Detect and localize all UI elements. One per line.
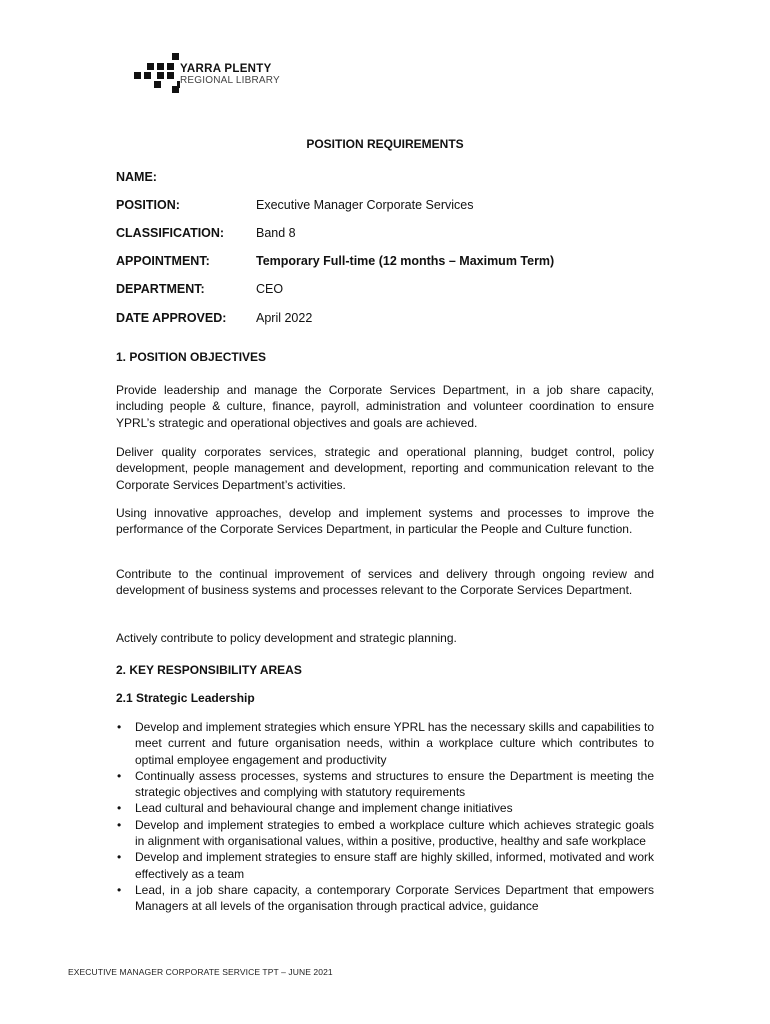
- list-item-text: Continually assess processes, systems and structures to ensure the Department is meeting the strategic objectives and complying with statutory requirements: [135, 768, 654, 800]
- page-footer: EXECUTIVE MANAGER CORPORATE SERVICE TPT – JUNE 2021: [68, 967, 333, 977]
- field-classification: [116, 226, 676, 244]
- list-item-text: Develop and implement strategies to ensure staff are highly skilled, informed, motivated and work effectively as a team: [135, 850, 654, 881]
- section-heading: 2. KEY RESPONSIBILITY AREAS: [116, 663, 302, 677]
- list-item: [116, 817, 654, 850]
- bullet-icon: •: [117, 720, 122, 734]
- list-item: [116, 768, 654, 801]
- paragraph: Provide leadership and manage the Corporate Services Department, in a job share capacity, including people & culture, finance, payroll, administration and volunteer coordination to ensure YPRL’s strategic and operational objectives and goals are achieved.: [116, 383, 654, 430]
- field-value: April 2022: [256, 311, 313, 325]
- field-value: CEO: [256, 282, 284, 296]
- field-label: DEPARTMENT:: [116, 282, 205, 296]
- logo-title: YARRA PLENTY: [180, 63, 272, 75]
- bullet-icon: •: [117, 768, 122, 783]
- logo-squares-icon: [134, 53, 180, 95]
- field-value: Executive Manager Corporate Services: [256, 198, 474, 212]
- responsibility-list: [116, 719, 654, 915]
- document-title: POSITION REQUIREMENTS: [306, 137, 464, 151]
- field-name: [116, 170, 676, 188]
- paragraph: Actively contribute to policy development and strategic planning.: [116, 631, 457, 645]
- list-item: [116, 719, 654, 768]
- field-label: APPOINTMENT:: [116, 254, 210, 268]
- logo-subtitle: REGIONAL LIBRARY: [180, 75, 280, 86]
- section-heading: 1. POSITION OBJECTIVES: [116, 350, 267, 364]
- list-item: [116, 849, 654, 882]
- paragraph: Contribute to the continual improvement of services and delivery through ongoing review and development of business systems and processes relevant to the Corporate Services Department.: [116, 567, 654, 598]
- list-item-text: Develop and implement strategies to embed a workplace culture which achieves strategic goals in alignment with organisational values, within a positive, productive, healthy and safe workplace: [135, 817, 654, 849]
- bullet-icon: •: [117, 882, 122, 897]
- field-value: Band 8: [256, 226, 296, 240]
- list-item: [116, 800, 654, 816]
- field-label: NAME:: [116, 170, 157, 184]
- list-item-text: Develop and implement strategies which ensure YPRL has the necessary skills and capabilities to meet current and future organisation needs, within a workplace culture which contributes to optimal employee engagement and productivity: [135, 720, 654, 767]
- bullet-icon: •: [117, 817, 122, 832]
- field-position: [116, 198, 676, 216]
- field-appointment: [116, 254, 676, 272]
- paragraph: Deliver quality corporates services, strategic and operational planning, budget control, policy development, people management and development, reporting and communication relevant to the Corporate Services Department’s activities.: [116, 445, 654, 492]
- bullet-icon: •: [117, 850, 122, 865]
- field-label: CLASSIFICATION:: [116, 226, 225, 240]
- list-item-text: Lead cultural and behavioural change and implement change initiatives: [135, 801, 513, 816]
- library-logo: [134, 53, 304, 95]
- paragraph: Using innovative approaches, develop and implement systems and processes to improve the performance of the Corporate Services Department, in particular the People and Culture function.: [116, 506, 654, 537]
- logo-text: [180, 63, 280, 87]
- field-label: POSITION:: [116, 198, 180, 212]
- subsection-heading: 2.1 Strategic Leadership: [116, 691, 255, 705]
- field-date-approved: [116, 311, 676, 329]
- field-label: DATE APPROVED:: [116, 311, 227, 325]
- field-department: [116, 282, 676, 300]
- bullet-icon: •: [117, 801, 122, 816]
- list-item: [116, 882, 654, 915]
- field-value: Temporary Full-time (12 months – Maximum Term): [256, 254, 555, 268]
- list-item-text: Lead, in a job share capacity, a contemporary Corporate Services Department that empowers Managers at all levels of the organisation through practical advice, guidance: [135, 882, 654, 914]
